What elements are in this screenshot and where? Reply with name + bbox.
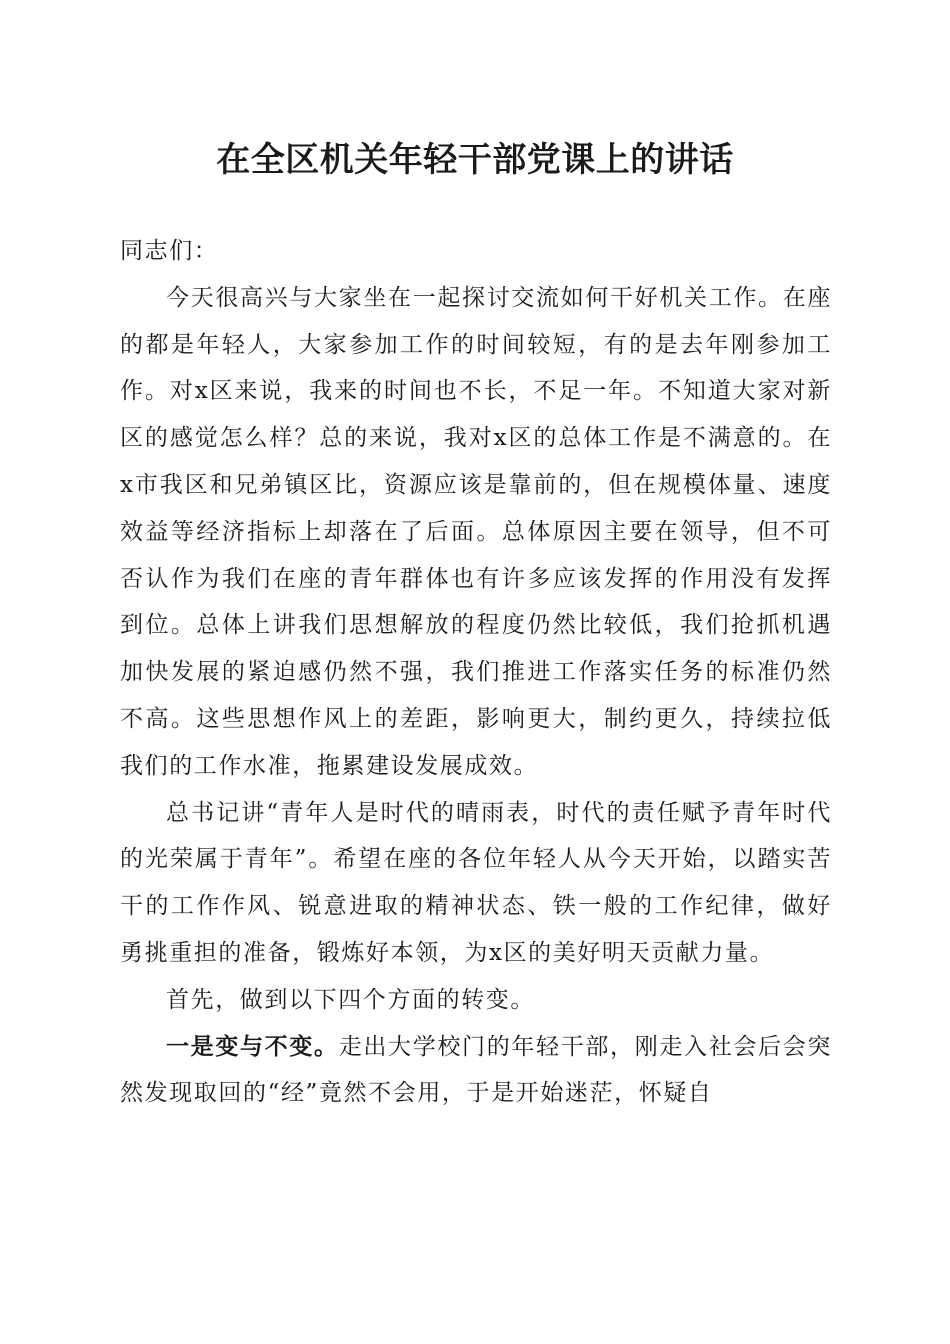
paragraph-intro: 今天很高兴与大家坐在一起探讨交流如何干好机关工作。在座的都是年轻人，大家参加工作的时间较短，有的是去年刚参加工作。对x区来说，我来的时间也不长，不足一年。不知道大家对新区的感觉怎么样？总的来说，我对x区的总体工作是不满意的。在x市我区和兄弟镇区比，资源应该是靠前的，但在规模体量、速度效益等经济指标上却落在了后面。总体原因主要在领导，但不可否认作为我们在座的青年群体也有许多应该发挥的作用没有发挥到位。总体上讲我们思想解放的程度仍然比较低，我们抢抓机遇加快发展的紧迫感仍然不强，我们推进工作落实任务的标准仍然不高。这些思想作风上的差距，影响更大，制约更久，持续拉低我们的工作水准，拖累建设发展成效。 [120,284,832,779]
document-body [120,228,832,1117]
section-one-lead: 一是变与不变。 [166,1032,339,1060]
paragraph-quote: 总书记讲“青年人是时代的晴雨表，时代的责任赋予青年时代的光荣属于青年”。希望在座的各位年轻人从今天开始，以踏实苦干的工作作风、锐意进取的精神状态、铁一般的工作纪律，做好勇挑重担的准备，锻炼好本领，为x区的美好明天贡献力量。 [120,799,832,966]
document-title: 在全区机关年轻干部党课上的讲话 [216,140,734,180]
paragraph-transition: 首先，做到以下四个方面的转变。 [166,986,535,1013]
section-one-text: 走出大学校门的年轻干部，刚走入社会后会突然发现取回的“经”竟然不会用，于是开始迷茫，怀疑自 [120,1033,833,1107]
salutation: 同志们： [120,238,219,264]
paragraph-section-one [120,1024,832,1118]
